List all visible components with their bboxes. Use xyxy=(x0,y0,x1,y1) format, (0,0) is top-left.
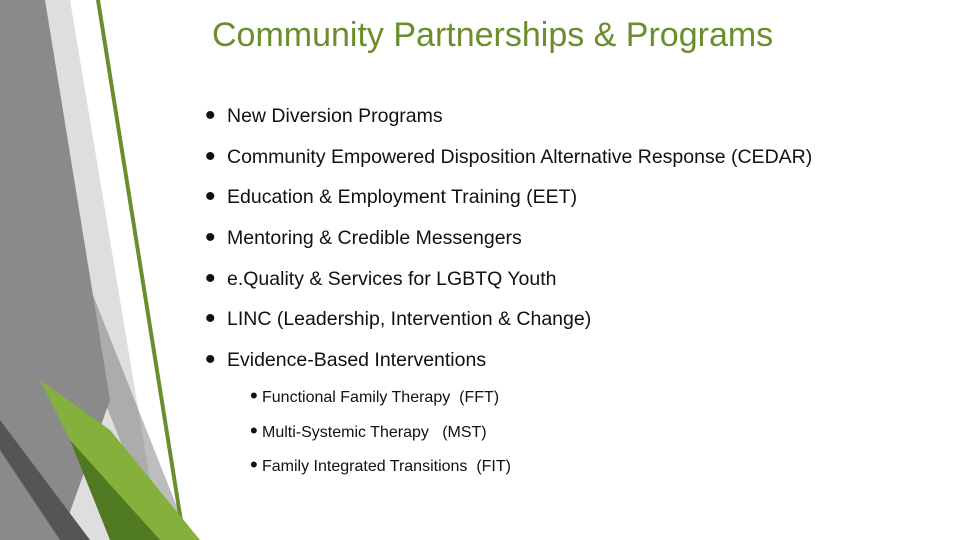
bullet-text: LINC (Leadership, Intervention & Change) xyxy=(227,308,592,331)
bullet-icon: • xyxy=(205,343,216,377)
bullet-list xyxy=(205,100,945,385)
sub-bullet-text: Multi-Systemic Therapy (MST) xyxy=(262,423,487,441)
sub-bullet-list xyxy=(250,383,511,488)
sub-bullet-item xyxy=(250,452,511,488)
sub-bullet-icon: • xyxy=(250,452,258,477)
bullet-item xyxy=(205,141,945,182)
sub-bullet-icon: • xyxy=(250,383,258,408)
bullet-item xyxy=(205,222,945,263)
sub-bullet-text: Family Integrated Transitions (FIT) xyxy=(262,458,511,475)
bullet-text: New Diversion Programs xyxy=(227,105,443,127)
decorative-side-stripes xyxy=(0,0,220,540)
bullet-icon: • xyxy=(205,180,216,214)
bullet-icon: • xyxy=(205,261,216,295)
bullet-item xyxy=(205,100,945,141)
bullet-text: Evidence-Based Interventions xyxy=(227,349,487,372)
bullet-icon: • xyxy=(205,139,216,173)
bullet-item xyxy=(205,303,945,344)
sub-bullet-item xyxy=(250,417,511,454)
slide-title: Community Partnerships & Programs xyxy=(212,16,774,54)
bullet-text: Mentoring & Credible Messengers xyxy=(227,227,522,250)
sub-bullet-text: Functional Family Therapy (FFT) xyxy=(262,389,500,406)
bullet-item xyxy=(205,181,945,222)
sub-bullet-icon: • xyxy=(250,417,258,443)
bullet-icon: • xyxy=(205,302,216,336)
bullet-icon: • xyxy=(205,221,216,255)
bullet-item xyxy=(205,263,945,304)
bullet-icon: • xyxy=(205,99,216,132)
sub-bullet-item xyxy=(250,383,511,419)
bullet-text: Education & Employment Training (EET) xyxy=(227,186,578,209)
bullet-text: e.Quality & Services for LGBTQ Youth xyxy=(227,267,557,290)
bullet-text: Community Empowered Disposition Alternative Response (CEDAR) xyxy=(227,145,813,168)
bullet-item xyxy=(205,344,945,385)
